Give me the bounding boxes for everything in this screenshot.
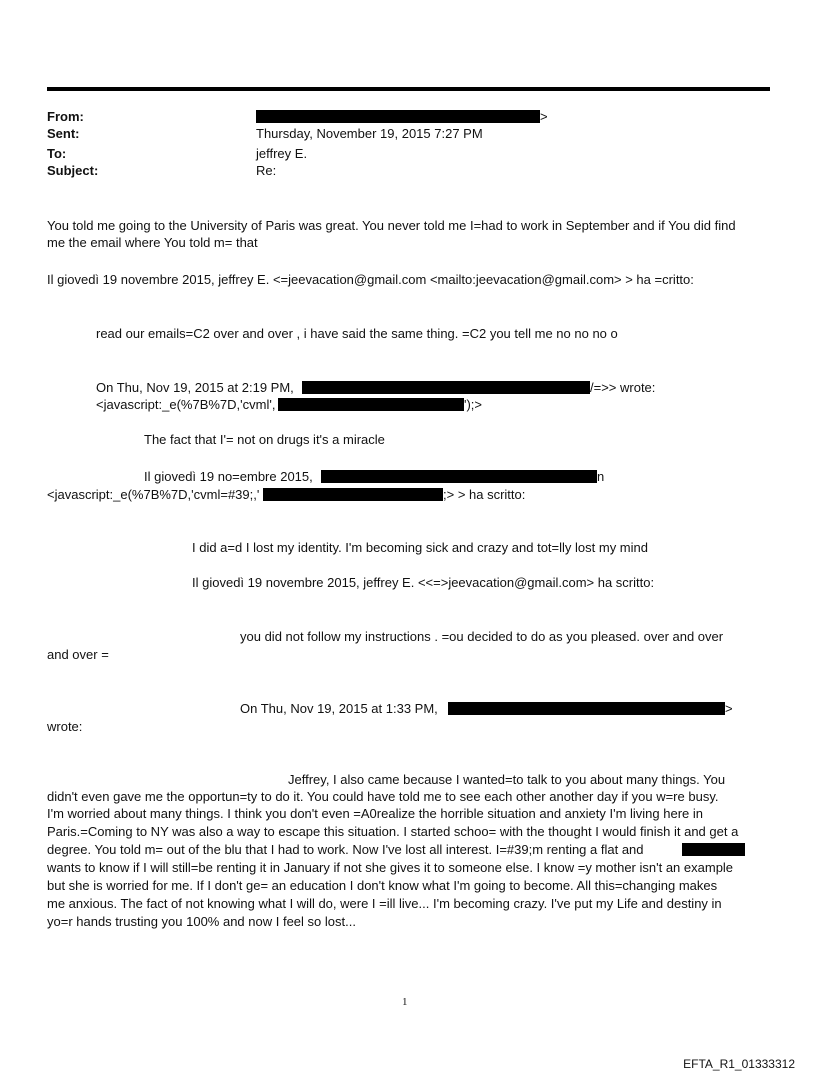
redaction-block: [263, 488, 443, 501]
final-paragraph-line: wants to know if I will still=be renting it in January if not she gives it to someone else. I know =y mother isn't an example: [47, 860, 734, 875]
reply-text: you did not follow my instructions . =ou decided to do as you pleased. over and over: [240, 629, 724, 644]
body-line: me the email where You told m= that: [47, 235, 258, 250]
quote-header: Il giovedì 19 no=embre 2015,: [144, 469, 313, 484]
quote-header-end: /=>> wrote:: [590, 380, 656, 395]
page-number: 1: [402, 996, 408, 1008]
quote-header-line2: <javascript:_e(%7B%7D,'cvml',: [96, 397, 276, 412]
quote-header-line2: wrote:: [47, 719, 83, 734]
redaction-block: [278, 398, 464, 411]
final-paragraph-line: Paris.=Coming to NY was also a way to escape this situation. I started schoo= with the thought I would finish it and get a: [47, 824, 739, 839]
final-paragraph-line: but she is worried for me. If I don't ge= an education I don't know what I'm going to become. All this=changing makes: [47, 878, 718, 893]
redaction-block: [302, 381, 590, 394]
final-paragraph-line: degree. You told m= out of the blu that I had to work. Now I've lost all interest. I=#39;m renting a flat and: [47, 842, 644, 857]
final-paragraph-line: yo=r hands trusting you 100% and now I feel so lost...: [47, 914, 356, 929]
redaction-block: [321, 470, 597, 483]
final-paragraph-line: didn't even gave me the opportun=ty to do it. You could have told me to see each other another day if you w=re busy.: [47, 789, 719, 804]
subject-value: Re:: [256, 163, 277, 178]
redaction-block: [682, 843, 745, 856]
body-line: You told me going to the University of Paris was great. You never told me I=had to work in September and if You did find: [47, 218, 736, 233]
header-rule: [47, 87, 770, 91]
subject-label: Subject:: [47, 163, 99, 178]
final-paragraph-line: I'm worried about many things. I think you don't even =A0realize the horrible situation and anxiety I'm living here in: [47, 806, 703, 821]
to-label: To:: [47, 146, 67, 161]
reply-text: I did a=d I lost my identity. I'm becoming sick and crazy and tot=lly lost my mind: [192, 540, 648, 555]
sent-label: Sent:: [47, 126, 80, 141]
reply-text: read our emails=C2 over and over , i have said the same thing. =C2 you tell me no no no o: [96, 326, 618, 341]
quote-header-line2: <javascript:_e(%7B%7D,'cvml=#39;,': [47, 487, 260, 502]
quote-header: On Thu, Nov 19, 2015 at 1:33 PM,: [240, 701, 438, 716]
from-value-tail: >: [540, 109, 548, 124]
quote-header: Il giovedì 19 novembre 2015, jeffrey E. <<=>jeevacation@gmail.com> ha scritto:: [192, 575, 655, 590]
from-label: From:: [47, 109, 84, 124]
redaction-block: [256, 110, 540, 123]
quote-header: Il giovedì 19 novembre 2015, jeffrey E. <=jeevacation@gmail.com <mailto:jeevacation@gmail.com> > ha =critto:: [47, 272, 694, 287]
quote-header-end: n: [597, 469, 605, 484]
reply-text: The fact that I'= not on drugs it's a miracle: [144, 432, 385, 447]
final-paragraph-line: Jeffrey, I also came because I wanted=to talk to you about many things. You: [288, 772, 726, 787]
final-paragraph-line: me anxious. The fact of not knowing what I will do, were I =ill live... I'm becoming crazy. I've put my Life and destiny in: [47, 896, 722, 911]
redaction-block: [448, 702, 725, 715]
document-id: EFTA_R1_01333312: [683, 1057, 795, 1071]
to-value: jeffrey E.: [256, 146, 308, 161]
sent-value: Thursday, November 19, 2015 7:27 PM: [256, 126, 483, 141]
quote-header: On Thu, Nov 19, 2015 at 2:19 PM,: [96, 380, 294, 395]
quote-header-line2-end: ;> > ha scritto:: [443, 487, 526, 502]
quote-header-end: >: [725, 701, 733, 716]
reply-text-line2: and over =: [47, 647, 109, 662]
quote-header-line2-end: ');>: [464, 397, 483, 412]
